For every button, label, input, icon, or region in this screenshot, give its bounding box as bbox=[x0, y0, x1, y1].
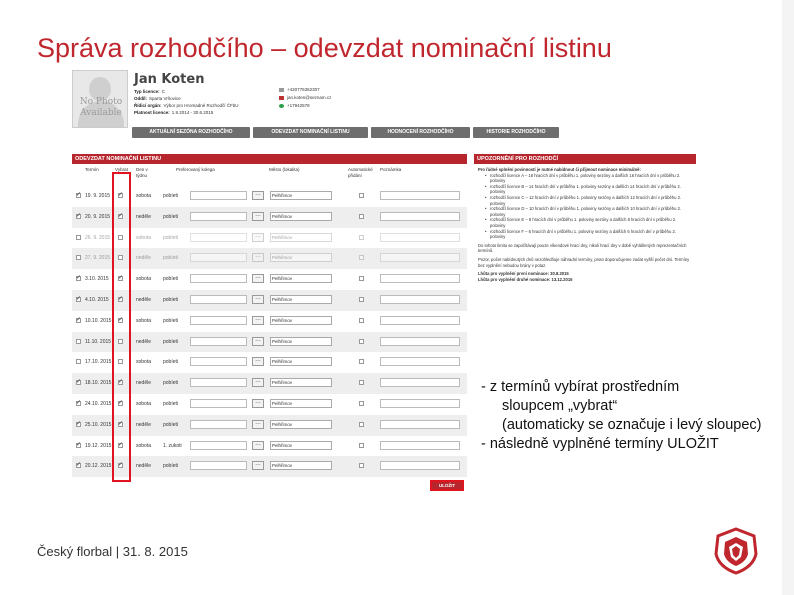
row-auto-checkbox[interactable] bbox=[76, 422, 81, 427]
row-auto-checkbox[interactable] bbox=[76, 214, 81, 219]
info-label: Oddíl: bbox=[134, 96, 147, 101]
row-auto-checkbox[interactable] bbox=[76, 401, 81, 406]
city-select[interactable]: Pelhřimov bbox=[270, 461, 332, 470]
info-value: Výbor pro Hromadné Rozhodčí ČFbU bbox=[163, 103, 239, 108]
row-availability: pobíeti bbox=[163, 234, 179, 241]
row-availability: 1. zukoti bbox=[163, 442, 182, 449]
table-row bbox=[72, 186, 467, 207]
auto-add-checkbox[interactable] bbox=[359, 443, 364, 448]
phone-number: +420776362307 bbox=[287, 87, 320, 92]
info-label: Řídicí orgán: bbox=[134, 103, 162, 108]
row-day: neděle bbox=[136, 213, 152, 220]
tab-current-season[interactable]: AKTUÁLNÍ SEZÓNA ROZHODČÍHO bbox=[132, 127, 250, 138]
colleague-picker-button[interactable]: … bbox=[252, 420, 264, 429]
row-day: neděle bbox=[136, 255, 152, 262]
row-date: 25.10. 2015 bbox=[85, 421, 112, 428]
table-row bbox=[72, 415, 467, 436]
note-input[interactable] bbox=[380, 461, 460, 470]
tab-referee-rating[interactable]: HODNOCENÍ ROZHODČÍHO bbox=[371, 127, 470, 138]
annotation-line: (automaticky se označuje i levý sloupec) bbox=[502, 417, 762, 433]
note-input[interactable] bbox=[380, 378, 460, 387]
colleague-input[interactable] bbox=[190, 212, 247, 221]
city-select[interactable]: Pelhřimov bbox=[270, 316, 332, 325]
notice-list bbox=[478, 173, 692, 240]
table-row bbox=[72, 394, 467, 415]
row-day: sobota bbox=[136, 193, 152, 199]
slide-title: Správa rozhodčího – odevzdat nominační listinu bbox=[37, 33, 612, 63]
annotation-line: sloupcem „vybrat“ bbox=[502, 398, 618, 414]
colleague-input[interactable] bbox=[190, 378, 247, 387]
colleague-input[interactable] bbox=[190, 461, 247, 470]
note-input[interactable] bbox=[380, 274, 460, 283]
colleague-picker-button[interactable]: … bbox=[252, 461, 264, 470]
city-select[interactable]: Pelhřimov bbox=[270, 233, 332, 242]
phone-icon bbox=[279, 88, 284, 92]
colleague-picker-button[interactable]: … bbox=[252, 316, 264, 325]
row-date: 3.10. 2015 bbox=[85, 276, 109, 283]
auto-add-checkbox[interactable] bbox=[359, 276, 364, 281]
notice-item: • rozhodčí licence C – 12 hracích dní v průběhu 1. poloviny sezóny a dalších 12 hracích dní v průběhu 2. poloviny bbox=[490, 195, 692, 206]
row-availability: pobíeti bbox=[163, 255, 179, 262]
col-header-note: Poznámka bbox=[380, 167, 402, 172]
slide-footer: Český florbal | 31. 8. 2015 bbox=[37, 544, 188, 559]
note-input[interactable] bbox=[380, 441, 460, 450]
row-availability: pobíeti bbox=[163, 338, 179, 345]
city-select[interactable]: Pelhřimov bbox=[270, 378, 332, 387]
email-link[interactable]: jan.koten@seznam.cz bbox=[287, 95, 332, 100]
colleague-input[interactable] bbox=[190, 357, 247, 366]
info-label: Typ licence: bbox=[134, 89, 160, 94]
referee-nav bbox=[132, 127, 546, 139]
city-select[interactable]: Pelhřimov bbox=[270, 274, 332, 283]
auto-add-checkbox[interactable] bbox=[359, 422, 364, 427]
auto-add-checkbox[interactable] bbox=[359, 339, 364, 344]
row-auto-checkbox[interactable] bbox=[76, 443, 81, 448]
row-availability: pobíeti bbox=[163, 380, 179, 387]
note-input[interactable] bbox=[380, 420, 460, 429]
row-day: sobota bbox=[136, 276, 152, 283]
colleague-input[interactable] bbox=[190, 316, 247, 325]
colleague-picker-button[interactable]: … bbox=[252, 441, 264, 450]
colleague-input[interactable] bbox=[190, 274, 247, 283]
row-availability: pobíeti bbox=[163, 359, 179, 366]
row-availability: pobíeti bbox=[163, 421, 179, 428]
tab-submit-nomination[interactable]: ODEVZDAT NOMINAČNÍ LISTINU bbox=[253, 127, 368, 138]
colleague-input[interactable] bbox=[190, 337, 247, 346]
chat-icon bbox=[279, 104, 284, 108]
tab-referee-history[interactable]: HISTORIE ROZHODČÍHO bbox=[473, 127, 559, 138]
instruction-annotation bbox=[481, 378, 762, 454]
colleague-input[interactable] bbox=[190, 295, 247, 304]
cesky-florbal-logo bbox=[713, 527, 759, 575]
row-availability: pobíeti bbox=[163, 400, 179, 407]
note-input[interactable] bbox=[380, 316, 460, 325]
info-value: Sparta Vršovice bbox=[149, 96, 181, 101]
row-availability: pobíeti bbox=[163, 276, 179, 283]
colleague-input[interactable] bbox=[190, 420, 247, 429]
row-auto-checkbox[interactable] bbox=[76, 297, 81, 302]
note-input[interactable] bbox=[380, 191, 460, 200]
auto-add-checkbox[interactable] bbox=[359, 297, 364, 302]
row-auto-checkbox[interactable] bbox=[76, 359, 81, 364]
row-auto-checkbox[interactable] bbox=[76, 276, 81, 281]
col-header-city: Město (lokalita) bbox=[269, 167, 300, 172]
info-label: Platnost licence: bbox=[134, 110, 170, 115]
table-row bbox=[72, 228, 467, 249]
table-row bbox=[72, 248, 467, 269]
row-date: 18.10. 2015 bbox=[85, 380, 112, 387]
profile-photo-placeholder bbox=[72, 70, 128, 128]
table-row bbox=[72, 290, 467, 311]
row-availability: pobíeti bbox=[163, 463, 179, 470]
note-input[interactable] bbox=[380, 233, 460, 242]
col-header-colleague: Preferovaný kolega bbox=[176, 167, 215, 172]
city-select[interactable]: Pelhřimov bbox=[270, 441, 332, 450]
row-day: sobota bbox=[136, 317, 152, 324]
auto-add-checkbox[interactable] bbox=[359, 214, 364, 219]
save-button[interactable]: ULOŽIT bbox=[430, 480, 464, 491]
row-auto-checkbox[interactable] bbox=[76, 235, 81, 240]
colleague-picker-button[interactable]: … bbox=[252, 357, 264, 366]
colleague-picker-button[interactable]: … bbox=[252, 399, 264, 408]
note-input[interactable] bbox=[380, 212, 460, 221]
colleague-input[interactable] bbox=[190, 399, 247, 408]
row-auto-checkbox[interactable] bbox=[76, 463, 81, 468]
note-input[interactable] bbox=[380, 399, 460, 408]
row-date: 17.10. 2015 bbox=[85, 359, 112, 366]
notice-item: • rozhodčí licence A – 16 hracích dní v průběhu 1. poloviny sezóny a dalších 16 hracích dní v průběhu 2. poloviny bbox=[490, 173, 692, 184]
colleague-input[interactable] bbox=[190, 441, 247, 450]
row-day: sobota bbox=[136, 234, 152, 241]
row-date: 26. 9. 2015 bbox=[85, 234, 111, 241]
auto-add-checkbox[interactable] bbox=[359, 318, 364, 323]
row-day: neděle bbox=[136, 296, 152, 303]
city-select[interactable]: Pelhřimov bbox=[270, 253, 332, 262]
row-auto-checkbox[interactable] bbox=[76, 255, 81, 260]
row-auto-checkbox[interactable] bbox=[76, 339, 81, 344]
colleague-picker-button[interactable]: … bbox=[252, 212, 264, 221]
info-value: 1.9.2014 - 30.6.2015 bbox=[171, 110, 214, 115]
row-day: sobota bbox=[136, 442, 152, 449]
referee-contacts bbox=[279, 86, 369, 110]
notice-paragraph: Do tohoto limitu se započítávají pouze víkendové hrací dny, nikoli hrací dny v době vyhlášených reprezentačních termínů. bbox=[478, 242, 687, 254]
col-header-day: Den v týdnu bbox=[136, 167, 148, 178]
annotation-line: - následně vyplněné termíny ULOŽIT bbox=[481, 436, 719, 452]
table-row bbox=[72, 436, 467, 457]
nomination-rows bbox=[72, 186, 467, 477]
row-auto-checkbox[interactable] bbox=[76, 380, 81, 385]
row-availability: pobíeti bbox=[163, 193, 179, 199]
referee-name: Jan Koten bbox=[134, 72, 205, 87]
row-date: 4.10. 2015 bbox=[85, 296, 109, 303]
email-icon bbox=[279, 96, 284, 100]
row-date: 20.12. 2015 bbox=[85, 463, 112, 470]
colleague-picker-button[interactable]: … bbox=[252, 274, 264, 283]
notice-item: • rozhodčí licence B – 14 hracích dní v průběhu 1. poloviny sezóny a dalších 14 hracích dní v průběhu 2. poloviny bbox=[490, 184, 692, 195]
colleague-picker-button[interactable]: … bbox=[252, 337, 264, 346]
notice-intro: Pro řádné splnění povinností je nutné nabídnout či přijmout nominace minimálně: bbox=[478, 167, 641, 172]
row-availability: pobíeti bbox=[163, 317, 179, 324]
notice-deadline: Lhůta pro vyplnění první nominace: 30.8.2015 bbox=[478, 271, 569, 277]
city-select[interactable]: Pelhřimov bbox=[270, 420, 332, 429]
colleague-picker-button[interactable]: … bbox=[252, 378, 264, 387]
auto-add-checkbox[interactable] bbox=[359, 380, 364, 385]
auto-add-checkbox[interactable] bbox=[359, 193, 364, 198]
row-availability: pobíeti bbox=[163, 213, 179, 220]
row-auto-checkbox[interactable] bbox=[76, 193, 81, 198]
colleague-picker-button[interactable]: … bbox=[252, 295, 264, 304]
colleague-picker-button[interactable]: … bbox=[252, 253, 264, 262]
row-availability: pobíeti bbox=[163, 296, 179, 303]
row-auto-checkbox[interactable] bbox=[76, 318, 81, 323]
notice-paragraph: Pozor, počet nabídnutých dnů nezohledňuje náhradní termíny, proto doporučujeme zadat vyšší počet dní. Termíny bez vyplnění nebudou brány v potaz. bbox=[478, 256, 690, 268]
note-input[interactable] bbox=[380, 295, 460, 304]
note-input[interactable] bbox=[380, 253, 460, 262]
info-value: C bbox=[161, 89, 165, 94]
city-select[interactable]: Pelhřimov bbox=[270, 399, 332, 408]
table-row bbox=[72, 373, 467, 394]
select-column-highlight bbox=[112, 172, 131, 482]
col-header-date: Termín bbox=[85, 167, 99, 172]
colleague-input[interactable] bbox=[190, 253, 247, 262]
city-select[interactable]: Pelhřimov bbox=[270, 212, 332, 221]
nomination-panel bbox=[72, 154, 467, 480]
notice-deadline: Lhůta pro vyplnění druhé nominace: 13.12.2015 bbox=[478, 276, 573, 282]
row-day: neděle bbox=[136, 421, 152, 428]
nomination-panel-header: ODEVZDAT NOMINAČNÍ LISTINU bbox=[72, 154, 467, 164]
table-row bbox=[72, 352, 467, 373]
table-row bbox=[72, 456, 467, 477]
city-select[interactable]: Pelhřimov bbox=[270, 337, 332, 346]
col-header-select: Vybrat bbox=[115, 167, 128, 172]
row-date: 19.12. 2015 bbox=[85, 442, 112, 449]
row-day: neděle bbox=[136, 463, 152, 470]
referee-info bbox=[134, 88, 284, 116]
row-date: 27. 9. 2015 bbox=[85, 255, 111, 262]
notice-item: • rozhodčí licence E – 8 hracích dní v průběhu 1. poloviny sezóny a dalších 8 hracích dní v průběhu 2. poloviny bbox=[490, 217, 692, 228]
annotation-line: - z termínů vybírat prostředním bbox=[481, 379, 680, 395]
notice-panel-header: UPOZORNĚNÍ PRO ROZHODČÍ bbox=[474, 154, 696, 164]
notice-item: • rozhodčí licence F – 6 hracích dní v průběhu 1. poloviny sezóny a dalších 6 hracích dní v průběhu 2. poloviny bbox=[490, 229, 692, 240]
city-select[interactable]: Pelhřimov bbox=[270, 295, 332, 304]
row-day: neděle bbox=[136, 338, 152, 345]
city-select[interactable]: Pelhřimov bbox=[270, 357, 332, 366]
colleague-input[interactable] bbox=[190, 233, 247, 242]
table-row bbox=[72, 207, 467, 228]
notice-body bbox=[474, 167, 696, 282]
no-photo-text: No Photo Available bbox=[79, 97, 123, 118]
table-row bbox=[72, 269, 467, 290]
notice-item: • rozhodčí licence D – 10 hracích dní v průběhu 1. poloviny sezóny a dalších 10 hracích dní v průběhu 2. poloviny bbox=[490, 206, 692, 217]
row-day: sobota bbox=[136, 400, 152, 407]
alt-number: +17942578 bbox=[287, 103, 310, 108]
nomination-table-header bbox=[72, 164, 467, 186]
note-input[interactable] bbox=[380, 337, 460, 346]
colleague-input[interactable] bbox=[190, 191, 247, 200]
city-select[interactable]: Pelhřimov bbox=[270, 191, 332, 200]
col-header-auto-add: Automatické přidání bbox=[348, 167, 373, 178]
colleague-picker-button[interactable]: … bbox=[252, 191, 264, 200]
row-date: 11.10. 2015 bbox=[85, 338, 112, 345]
auto-add-checkbox[interactable] bbox=[359, 401, 364, 406]
note-input[interactable] bbox=[380, 357, 460, 366]
auto-add-checkbox[interactable] bbox=[359, 235, 364, 240]
colleague-picker-button[interactable]: … bbox=[252, 233, 264, 242]
row-day: sobota bbox=[136, 359, 152, 366]
auto-add-checkbox[interactable] bbox=[359, 255, 364, 260]
row-date: 19. 9. 2015 bbox=[85, 193, 111, 199]
row-date: 20. 9. 2015 bbox=[85, 213, 111, 220]
table-row bbox=[72, 332, 467, 353]
auto-add-checkbox[interactable] bbox=[359, 359, 364, 364]
row-date: 10.10. 2015 bbox=[85, 317, 112, 324]
table-row bbox=[72, 311, 467, 332]
slide-edge-strip bbox=[782, 0, 794, 595]
row-date: 24.10. 2015 bbox=[85, 400, 112, 407]
row-day: neděle bbox=[136, 380, 152, 387]
auto-add-checkbox[interactable] bbox=[359, 463, 364, 468]
